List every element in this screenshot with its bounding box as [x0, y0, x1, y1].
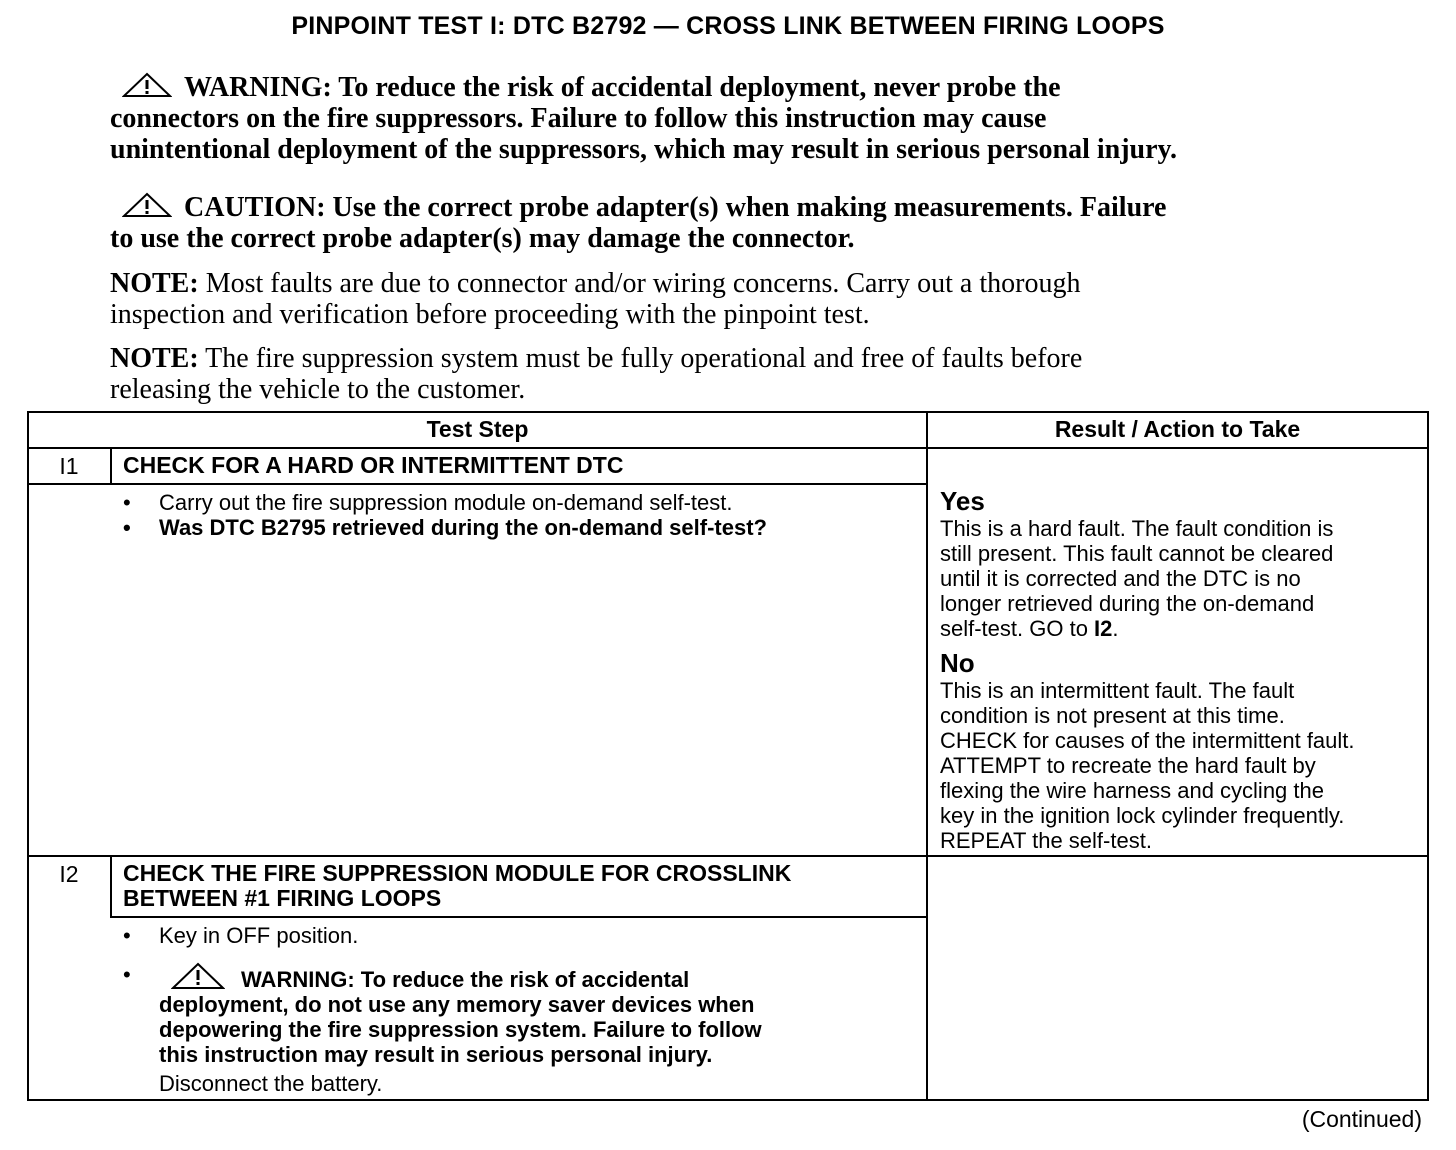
step-i2-bullet-2	[123, 962, 913, 1096]
continued-label: (Continued)	[1301, 1106, 1422, 1132]
pinpoint-test-table	[27, 411, 1429, 1101]
result-yes-line-3: until it is corrected and the DTC is no	[940, 566, 1301, 591]
note1-line-2: inspection and verification before proceeding with the pinpoint test.	[110, 299, 870, 330]
caution-block	[110, 192, 1340, 254]
result-yes-line-1: This is a hard fault. The fault condition is	[940, 516, 1334, 541]
warning-line-1	[110, 72, 1340, 103]
i2-title-divider	[110, 916, 926, 918]
column-divider	[926, 413, 928, 1099]
i1-id-divider	[110, 447, 112, 483]
step-id-i2: I2	[59, 861, 79, 887]
warning-triangle-icon	[171, 962, 225, 990]
step-i2-bullets	[123, 923, 913, 1096]
warning-line-3: unintentional deployment of the suppressors, which may result in serious personal injury.	[110, 134, 1177, 165]
step-i2-warning-line-1	[159, 962, 913, 992]
result-yes-period: .	[1112, 616, 1119, 641]
step-i2-warning-text-1: WARNING: To reduce the risk of accidental	[241, 967, 690, 992]
result-yes-label: Yes	[940, 486, 985, 516]
result-no-line-1: This is an intermittent fault. The fault	[940, 678, 1295, 703]
step-i2-disconnect-battery: Disconnect the battery.	[159, 1071, 383, 1096]
note2-text-1: The fire suppression system must be fully operational and free of faults before	[198, 343, 1083, 374]
note2-label: NOTE:	[110, 343, 199, 374]
note1-line-1	[110, 268, 1340, 299]
step-i1-bullet-2: • Was DTC B2795 retrieved during the on-demand self-test?	[123, 515, 913, 540]
page-title: PINPOINT TEST I: DTC B2792 — CROSS LINK BETWEEN FIRING LOOPS	[291, 12, 1165, 40]
warning-line-2: connectors on the fire suppressors. Failure to follow this instruction may cause	[110, 103, 1047, 134]
result-yes-goto-text: self-test. GO to	[940, 616, 1095, 641]
note-block-1	[110, 268, 1340, 330]
caution-line-1	[110, 192, 1340, 223]
i1-i2-divider	[29, 855, 1427, 857]
step-i2-warning	[159, 962, 913, 1067]
step-i1-result	[940, 487, 1425, 853]
caution-triangle-icon	[122, 192, 172, 218]
step-i2-bullet-1: • Key in OFF position.	[123, 923, 913, 948]
step-title-i2-line-1: CHECK THE FIRE SUPPRESSION MODULE FOR CROSSLINK	[123, 860, 792, 886]
warning-triangle-icon	[122, 72, 172, 98]
result-yes-line-2: still present. This fault cannot be cleared	[940, 541, 1334, 566]
result-yes-line-5	[940, 616, 1425, 641]
header-test-step: Test Step	[426, 416, 529, 442]
step-title-i1: CHECK FOR A HARD OR INTERMITTENT DTC	[123, 452, 624, 478]
result-no-line-5: flexing the wire harness and cycling the	[940, 778, 1324, 803]
note2-line-2: releasing the vehicle to the customer.	[110, 374, 526, 405]
result-no-line-7: REPEAT the self-test.	[940, 828, 1152, 853]
header-result-action: Result / Action to Take	[1054, 416, 1301, 442]
header-divider	[29, 447, 1427, 449]
warning-text-1: WARNING: To reduce the risk of accidental deployment, never probe the	[184, 72, 1061, 103]
note-block-2	[110, 343, 1340, 405]
step-i1-bullets	[123, 490, 913, 540]
i2-id-divider	[110, 855, 112, 917]
step-i1-bullet-1: • Carry out the fire suppression module on-demand self-test.	[123, 490, 913, 515]
caution-line-2: to use the correct probe adapter(s) may damage the connector.	[110, 223, 855, 254]
result-no-line-2: condition is not present at this time.	[940, 703, 1285, 728]
step-i2-warning-line-3: depowering the fire suppression system. Failure to follow	[159, 1017, 762, 1042]
caution-text-1: CAUTION: Use the correct probe adapter(s) when making measurements. Failure	[184, 192, 1167, 223]
result-yes-goto-step: I2	[1094, 616, 1113, 641]
step-title-i2	[123, 861, 791, 911]
warning-block	[110, 72, 1340, 165]
note1-text-1: Most faults are due to connector and/or wiring concerns. Carry out a thorough	[198, 268, 1081, 299]
step-id-i1: I1	[59, 453, 79, 479]
step-title-i2-line-2: BETWEEN #1 FIRING LOOPS	[123, 885, 442, 911]
i1-title-divider	[29, 483, 926, 485]
result-no-line-4: ATTEMPT to recreate the hard fault by	[940, 753, 1316, 778]
step-i2-warning-line-4: this instruction may result in serious personal injury.	[159, 1042, 713, 1067]
note2-line-1	[110, 343, 1340, 374]
result-no-line-3: CHECK for causes of the intermittent fault.	[940, 728, 1355, 753]
result-no-label: No	[940, 648, 975, 678]
step-i2-warning-line-2: deployment, do not use any memory saver devices when	[159, 992, 755, 1017]
result-no-line-6: key in the ignition lock cylinder frequently.	[940, 803, 1345, 828]
note1-label: NOTE:	[110, 268, 199, 299]
result-yes-line-4: longer retrieved during the on-demand	[940, 591, 1315, 616]
